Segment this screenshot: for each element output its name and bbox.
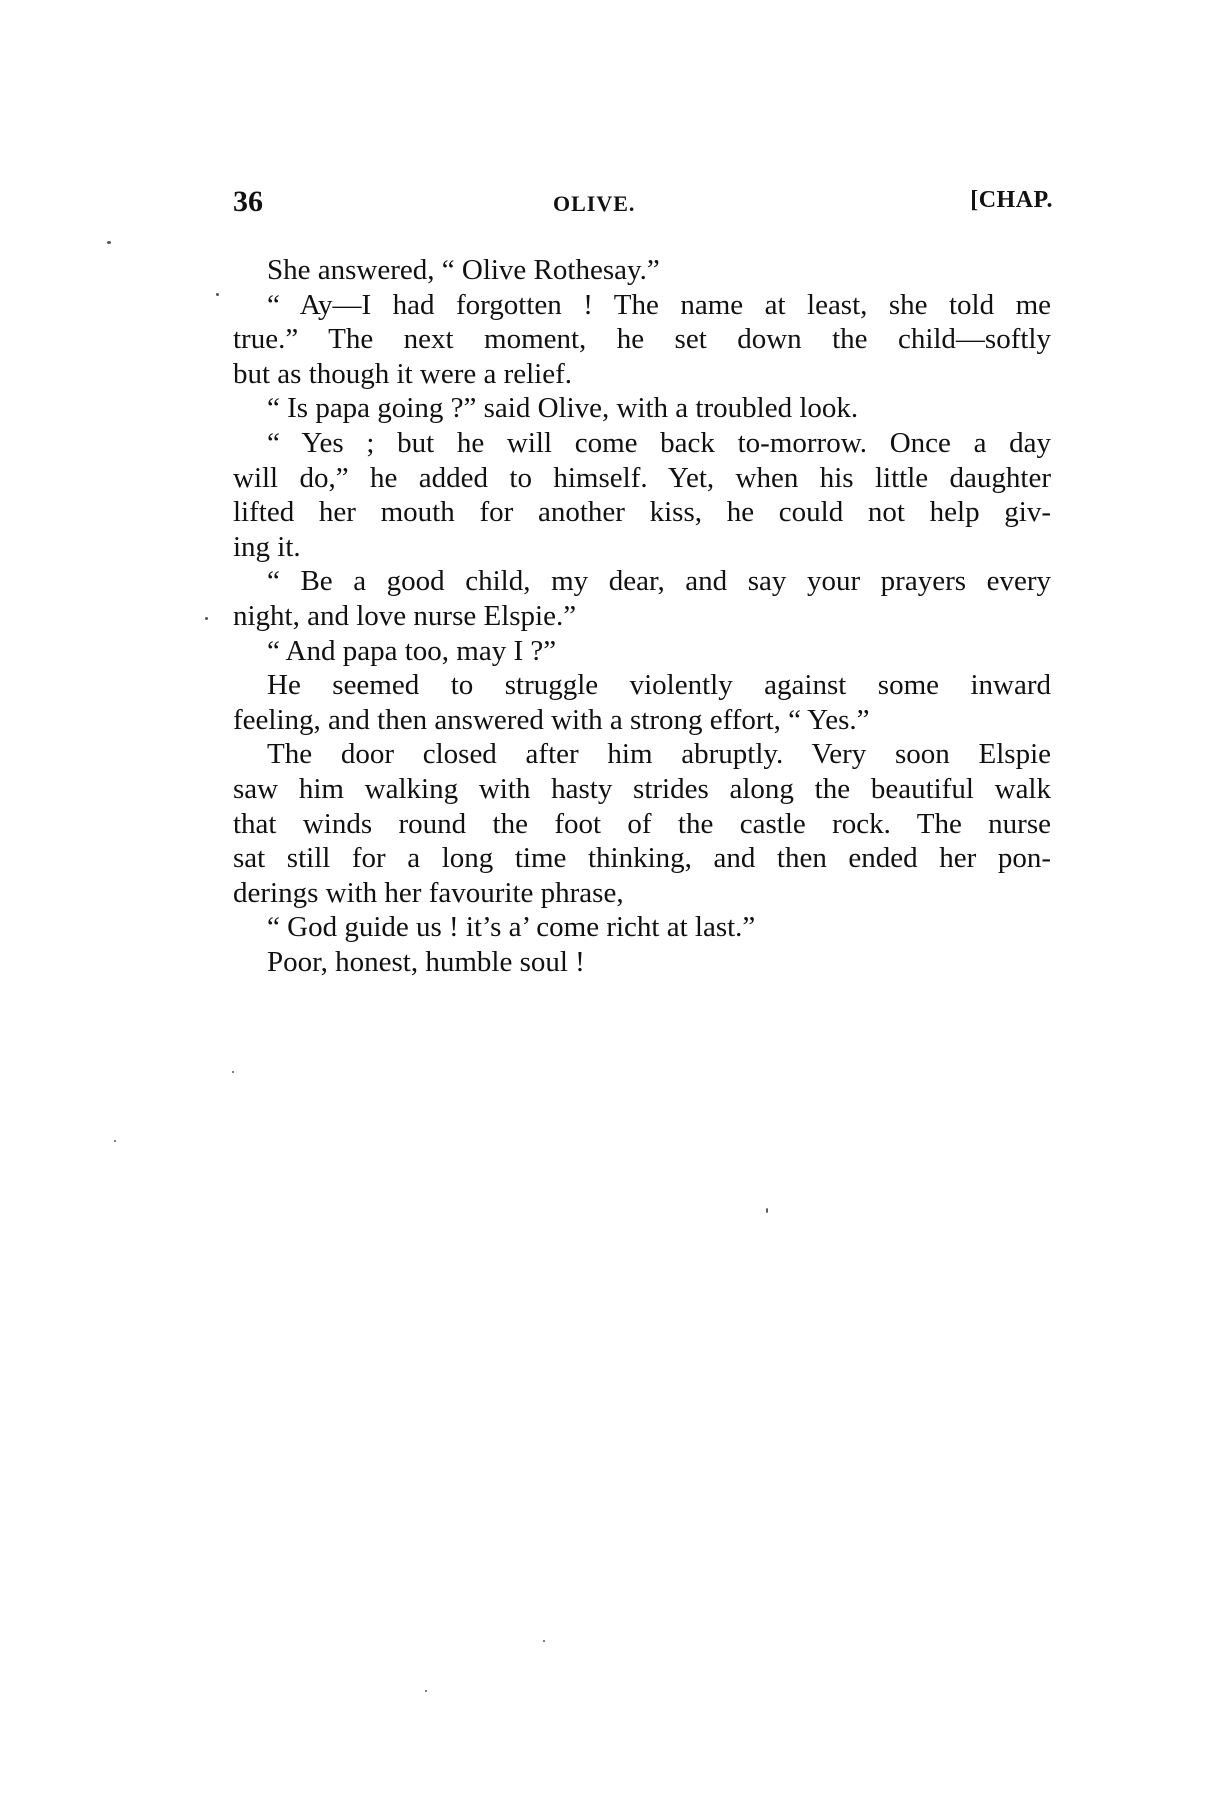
text-line: derings with her favourite phrase,	[233, 876, 624, 909]
scan-speck	[114, 1140, 116, 1142]
scan-speck	[216, 293, 219, 296]
running-title: OLIVE.	[553, 191, 636, 216]
text-line: that winds round the foot of the castle rock. The nurse	[233, 807, 1051, 840]
text-line: night, and love nurse Elspie.”	[233, 599, 577, 632]
text-line: The door closed after him abruptly. Very soon Elspie	[267, 738, 1051, 771]
chapter-marker: [CHAP.	[970, 187, 1053, 213]
body-text	[233, 253, 1051, 979]
scan-speck	[232, 1071, 234, 1073]
text-line: will do,” he added to himself. Yet, when his little daughter	[233, 461, 1051, 494]
text-line: saw him walking with hasty strides along the beautiful walk	[233, 772, 1051, 805]
text-line: but as though it were a relief.	[233, 357, 573, 390]
text-line: sat still for a long time thinking, and then ended her pon-	[233, 842, 1051, 875]
scan-speck	[205, 617, 208, 620]
scan-speck	[425, 1690, 427, 1692]
text-line: “ Ay—I had forgotten ! The name at least, she told me	[267, 288, 1051, 321]
scan-speck	[107, 241, 111, 244]
page-header	[233, 185, 1053, 221]
text-line: feeling, and then answered with a strong effort, “ Yes.”	[233, 703, 870, 736]
text-line: true.” The next moment, he set down the child—softly	[233, 323, 1051, 356]
text-line: He seemed to struggle violently against some inward	[267, 669, 1051, 702]
scan-speck	[543, 1640, 545, 1642]
text-line: “ Be a good child, my dear, and say your prayers every	[267, 565, 1051, 598]
text-line: “ God guide us ! it’s a’ come richt at last.”	[267, 911, 756, 944]
page-number: 36	[233, 185, 263, 218]
text-line: She answered, “ Olive Rothesay.”	[267, 254, 660, 286]
text-line: Poor, honest, humble soul !	[267, 945, 585, 978]
text-line: lifted her mouth for another kiss, he could not help giv-	[233, 496, 1051, 529]
scan-speck	[766, 1208, 768, 1213]
text-line: “ Is papa going ?” said Olive, with a troubled look.	[267, 392, 859, 425]
text-line: “ And papa too, may I ?”	[267, 634, 557, 667]
text-line: “ Yes ; but he will come back to-morrow. Once a day	[267, 426, 1051, 459]
text-line: ing it.	[233, 530, 301, 563]
